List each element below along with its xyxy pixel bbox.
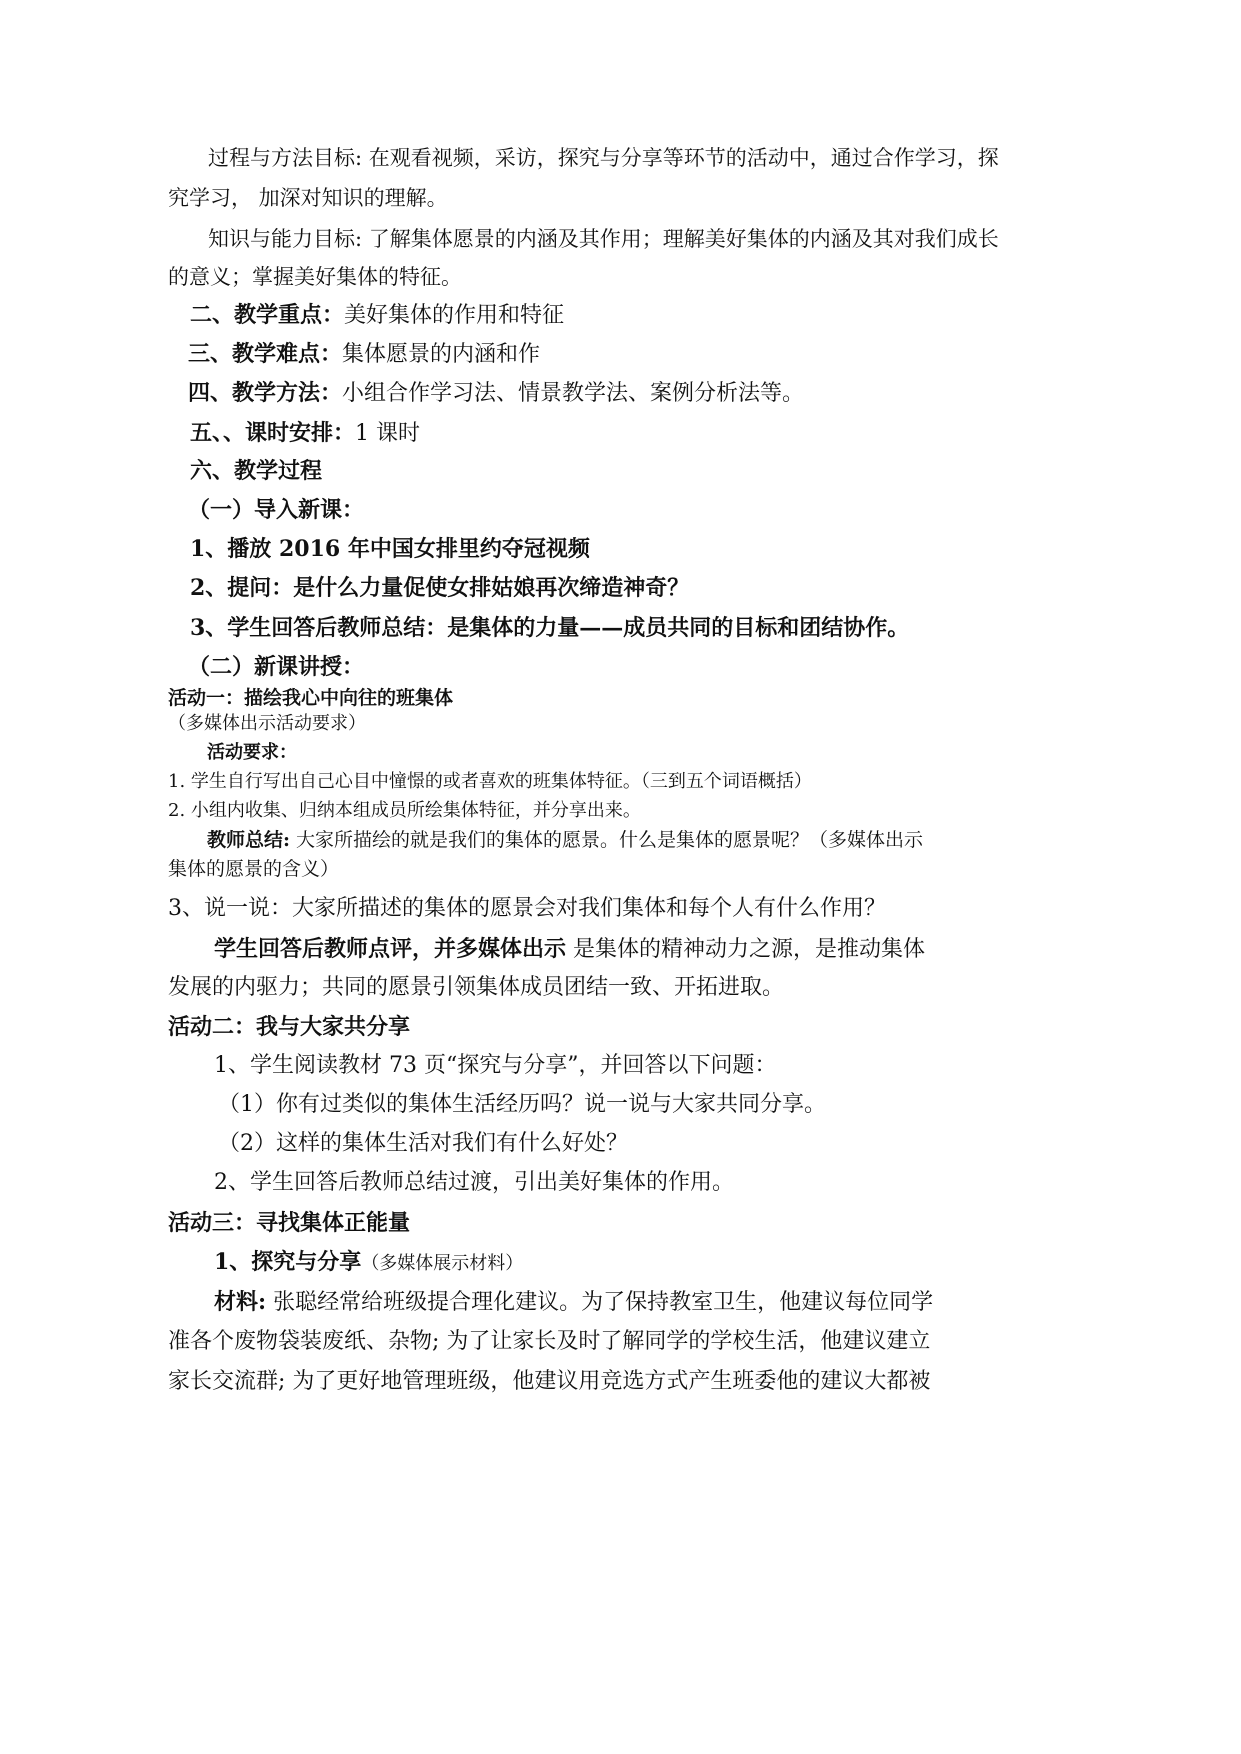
methods <box>188 382 804 405</box>
key-points-text: 美好集体的作用和特征 <box>344 303 565 328</box>
activity1-answer-line2: 发展的内驱力；共同的愿景引领集体成员团结一致、开拓进取。 <box>168 975 785 1000</box>
activity1-req-label: 活动要求： <box>207 742 297 763</box>
activity1-answer-label: 学生回答后教师点评，并多媒体出示 <box>214 936 567 962</box>
key-points-label: 二、教学重点： <box>190 302 345 328</box>
activity2-step2: 2、学生回答后教师总结过渡，引出美好集体的作用。 <box>214 1170 734 1195</box>
activity2-q1: （1）你有过类似的集体生活经历吗？说一说与大家共同分享。 <box>218 1092 826 1117</box>
activity3-material-label: 材料: <box>214 1289 267 1315</box>
activity1-title: 活动一：描绘我心中向往的班集体 <box>168 687 454 709</box>
activity2-q2: （2）这样的集体生活对我们有什么好处？ <box>218 1131 628 1156</box>
activity1-req2: 2. 小组内收集、归纳本组成员所绘集体特征，并分享出来。 <box>168 800 641 821</box>
activity2-title: 活动二：我与大家共分享 <box>168 1014 411 1040</box>
intro-step3: 3、学生回答后教师总结：是集体的力量——成员共同的目标和团结协作。 <box>190 615 910 641</box>
activity1-summary-line1: 教师总结: 大家所描绘的就是我们的集体的愿景。什么是集体的愿景呢？（多媒体出示 <box>207 829 924 851</box>
activity2-step1: 1、学生阅读教材 73 页“探究与分享”，并回答以下问题： <box>214 1053 777 1078</box>
activity3-title: 活动三：寻找集体正能量 <box>168 1210 411 1236</box>
activity3-step1-note: （多媒体展示材料） <box>361 1253 524 1274</box>
activity1-q3: 3、说一说：大家所描述的集体的愿景会对我们集体和每个人有什么作用？ <box>168 896 886 921</box>
intro-step1: 1、播放 2016 年中国女排里约夺冠视频 <box>190 536 590 562</box>
knowledge-goal-line1: 知识与能力目标: 了解集体愿景的内涵及其作用；理解美好集体的内涵及其对我们成长 <box>208 227 999 251</box>
methods-text: 小组合作学习法、情景教学法、案例分析法等。 <box>342 381 805 406</box>
schedule-label: 五、、课时安排： <box>190 420 356 446</box>
activity3-material-line2: 准各个废物袋装废纸、杂物; 为了让家长及时了解同学的学校生活，他建议建立 <box>168 1329 931 1354</box>
activity3-material-line3: 家长交流群; 为了更好地管理班级，他建议用竞选方式产生班委他的建议大都被 <box>168 1369 931 1394</box>
intro-step2: 2、提问：是什么力量促使女排姑娘再次缔造神奇？ <box>190 575 690 601</box>
activity3-step1-label: 1、探究与分享 <box>214 1249 362 1275</box>
schedule <box>190 422 420 445</box>
activity3-step1 <box>214 1251 523 1274</box>
process-goal-line1: 过程与方法目标: 在观看视频，采访，探究与分享等环节的活动中，通过合作学习，探 <box>208 146 999 170</box>
activity1-note: （多媒体出示活动要求） <box>168 713 366 734</box>
key-points <box>190 304 564 327</box>
activity1-answer-line1: 学生回答后教师点评，并多媒体出示 是集体的精神动力之源，是推动集体 <box>214 936 926 962</box>
schedule-text: 1 课时 <box>355 421 421 446</box>
activity3-material-line1: 材料: 张聪经常给班级提合理化建议。为了保持教室卫生，他建议每位同学 <box>214 1289 934 1315</box>
difficulties-text: 集体愿景的内涵和作 <box>342 342 541 367</box>
activity1-req1: 1. 学生自行写出自己心目中憧憬的或者喜欢的班集体特征。（三到五个词语概括） <box>168 771 812 792</box>
methods-label: 四、教学方法： <box>188 380 343 406</box>
process-heading: 六、教学过程 <box>190 458 323 484</box>
activity1-summary-line2: 集体的愿景的含义） <box>168 858 340 880</box>
process-goal-line2: 究学习， 加深对知识的理解。 <box>168 186 448 210</box>
intro-heading: （一）导入新课： <box>188 497 365 523</box>
activity1-summary-label: 教师总结: <box>207 829 291 851</box>
difficulties-label: 三、教学难点： <box>188 341 343 367</box>
difficulties <box>188 343 540 366</box>
knowledge-goal-line2: 的意义；掌握美好集体的特征。 <box>168 265 462 289</box>
lecture-heading: （二）新课讲授： <box>188 654 365 680</box>
